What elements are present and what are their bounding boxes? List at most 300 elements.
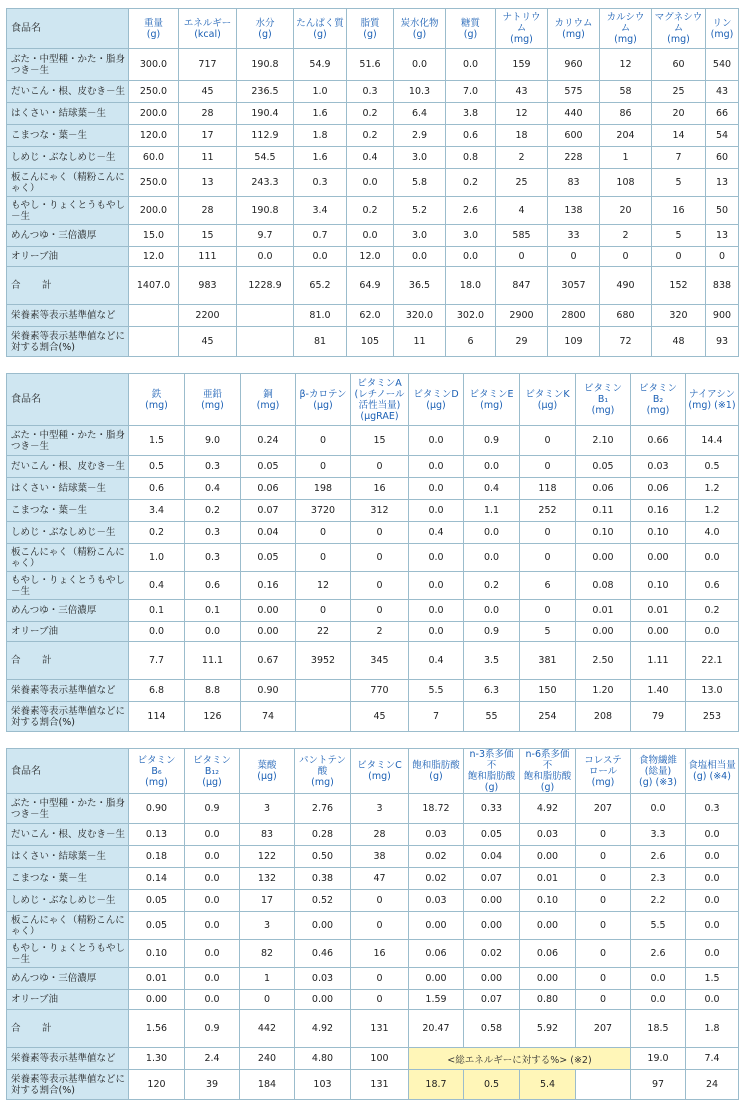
value-cell: 0.00 — [631, 622, 686, 642]
value-cell: 0.0 — [686, 868, 739, 890]
value-cell: 0.3 — [185, 544, 241, 572]
value-cell: 58 — [600, 81, 652, 103]
food-name-cell: 栄養素等表示基準値などに対する割合(%) — [7, 702, 129, 732]
column-header: リン (mg) — [706, 9, 739, 49]
value-cell: 0.05 — [464, 824, 520, 846]
value-cell: 0.00 — [520, 846, 576, 868]
value-cell: 0.0 — [185, 868, 240, 890]
value-cell: 208 — [576, 702, 631, 732]
value-cell: 20.47 — [409, 1010, 464, 1048]
value-cell: 0.8 — [446, 147, 496, 169]
value-cell: 0.0 — [409, 544, 464, 572]
value-cell: 0.0 — [464, 456, 520, 478]
value-cell: 0.6 — [686, 572, 739, 600]
value-cell: 847 — [496, 267, 548, 305]
table-row — [7, 794, 739, 824]
food-name-cell: 栄養素等表示基準値などに対する割合(%) — [7, 327, 129, 357]
value-cell: 93 — [706, 327, 739, 357]
value-cell: 0.4 — [185, 478, 241, 500]
food-name-cell: ぶた・中型種・かた・脂身つき－生 — [7, 49, 129, 81]
ratio-row — [7, 702, 739, 732]
value-cell: 6.4 — [394, 103, 446, 125]
value-cell: 0.05 — [129, 890, 185, 912]
value-cell: 320 — [652, 305, 706, 327]
value-cell: 0.03 — [409, 890, 464, 912]
value-cell: 4.80 — [295, 1048, 351, 1070]
value-cell: 38 — [351, 846, 409, 868]
food-name-cell: 栄養素等表示基準値などに対する割合(%) — [7, 1070, 129, 1100]
food-name-cell: オリーブ油 — [7, 622, 129, 642]
value-cell: 0.9 — [464, 426, 520, 456]
standard-row — [7, 680, 739, 702]
value-cell: 2.76 — [295, 794, 351, 824]
value-cell: 0.33 — [464, 794, 520, 824]
value-cell: 3720 — [296, 500, 351, 522]
value-cell: 302.0 — [446, 305, 496, 327]
value-cell: 0 — [576, 890, 631, 912]
value-cell: 0.0 — [686, 544, 739, 572]
value-cell: 0.3 — [686, 794, 739, 824]
value-cell: 25 — [652, 81, 706, 103]
table-row — [7, 622, 739, 642]
value-cell: 9.0 — [185, 426, 241, 456]
value-cell: 45 — [351, 702, 409, 732]
value-cell: 0.0 — [464, 600, 520, 622]
value-cell: 4.92 — [295, 1010, 351, 1048]
value-cell: 0.02 — [409, 846, 464, 868]
value-cell: 0.13 — [129, 824, 185, 846]
value-cell: 0.6 — [185, 572, 241, 600]
food-name-cell: 合 計 — [7, 1010, 129, 1048]
value-cell: 0.5 — [686, 456, 739, 478]
value-cell: 11.1 — [185, 642, 241, 680]
value-cell: 0.2 — [464, 572, 520, 600]
food-name-cell: だいこん・根、皮むき－生 — [7, 824, 129, 846]
value-cell: 2900 — [496, 305, 548, 327]
value-cell: 2.2 — [631, 890, 686, 912]
value-cell: 5.4 — [520, 1070, 576, 1100]
value-cell: 122 — [240, 846, 295, 868]
column-header: カリウム (mg) — [548, 9, 600, 49]
value-cell: 3.4 — [129, 500, 185, 522]
value-cell: 1.0 — [129, 544, 185, 572]
value-cell: 6.3 — [464, 680, 520, 702]
value-cell: 60 — [706, 147, 739, 169]
nutrition-table-1 — [6, 8, 739, 357]
value-cell: 0.03 — [520, 824, 576, 846]
value-cell: 0.18 — [129, 846, 185, 868]
value-cell: 20 — [600, 197, 652, 225]
value-cell: 0 — [296, 522, 351, 544]
value-cell: 0.0 — [185, 940, 240, 968]
value-cell: 16 — [652, 197, 706, 225]
value-cell: 7.4 — [686, 1048, 739, 1070]
value-cell: 64.9 — [347, 267, 394, 305]
value-cell: 184 — [240, 1070, 295, 1100]
value-cell: 3.8 — [446, 103, 496, 125]
value-cell: 0.9 — [185, 1010, 240, 1048]
value-cell: 0 — [296, 456, 351, 478]
value-cell: 0.08 — [576, 572, 631, 600]
value-cell: 7 — [652, 147, 706, 169]
table-row — [7, 81, 739, 103]
value-cell: 254 — [520, 702, 576, 732]
value-cell: 3.0 — [446, 225, 496, 247]
table-row — [7, 456, 739, 478]
column-header: ビタミン B₁₂ (μg) — [185, 749, 240, 794]
value-cell: 0.02 — [464, 940, 520, 968]
value-cell: 24 — [686, 1070, 739, 1100]
value-cell: 0.0 — [237, 247, 294, 267]
value-cell: 0.04 — [464, 846, 520, 868]
value-cell: 50 — [706, 197, 739, 225]
table-row — [7, 522, 739, 544]
value-cell: 345 — [351, 642, 409, 680]
value-cell: 0.28 — [295, 824, 351, 846]
value-cell: 0 — [496, 247, 548, 267]
value-cell: 0.80 — [520, 990, 576, 1010]
food-name-cell: 合 計 — [7, 642, 129, 680]
value-cell: 204 — [600, 125, 652, 147]
value-cell: 0.14 — [129, 868, 185, 890]
value-cell: 39 — [185, 1070, 240, 1100]
value-cell: 0.0 — [185, 824, 240, 846]
value-cell: 0 — [296, 600, 351, 622]
value-cell: 3.4 — [294, 197, 347, 225]
value-cell: 0.6 — [446, 125, 496, 147]
value-cell: 1407.0 — [129, 267, 179, 305]
value-cell: 120.0 — [129, 125, 179, 147]
value-cell: 83 — [240, 824, 295, 846]
value-cell: 600 — [548, 125, 600, 147]
value-cell: 2.9 — [394, 125, 446, 147]
value-cell: 0.0 — [409, 456, 464, 478]
value-cell: 0.0 — [347, 169, 394, 197]
value-cell: 0.0 — [686, 622, 739, 642]
value-cell: 442 — [240, 1010, 295, 1048]
table-row — [7, 103, 739, 125]
table-row — [7, 247, 739, 267]
value-cell: 5 — [520, 622, 576, 642]
food-name-cell: こまつな・葉－生 — [7, 500, 129, 522]
value-cell: 0.0 — [446, 247, 496, 267]
value-cell: 228 — [548, 147, 600, 169]
value-cell: 0.03 — [631, 456, 686, 478]
table-row — [7, 572, 739, 600]
value-cell: 118 — [520, 478, 576, 500]
value-cell: 0.10 — [631, 522, 686, 544]
value-cell: 4 — [496, 197, 548, 225]
value-cell: 575 — [548, 81, 600, 103]
value-cell: 1.20 — [576, 680, 631, 702]
value-cell: 0 — [296, 426, 351, 456]
value-cell: 0 — [240, 990, 295, 1010]
table-row — [7, 49, 739, 81]
value-cell: 131 — [351, 1070, 409, 1100]
value-cell: 0.2 — [347, 197, 394, 225]
column-header: パントテン 酸 (mg) — [295, 749, 351, 794]
value-cell: 0 — [652, 247, 706, 267]
value-cell: 83 — [548, 169, 600, 197]
value-cell: 2.6 — [446, 197, 496, 225]
value-cell: 11 — [179, 147, 237, 169]
value-cell: 2.3 — [631, 868, 686, 890]
value-cell: 0.07 — [464, 990, 520, 1010]
value-cell: 0.00 — [295, 912, 351, 940]
column-header: ビタミンE (mg) — [464, 374, 520, 426]
food-name-cell: めんつゆ・三倍濃厚 — [7, 600, 129, 622]
value-cell: 585 — [496, 225, 548, 247]
value-cell: 2.10 — [576, 426, 631, 456]
value-cell: 540 — [706, 49, 739, 81]
table-row — [7, 846, 739, 868]
value-cell: 0.38 — [295, 868, 351, 890]
value-cell: 0.2 — [347, 103, 394, 125]
value-cell: 0 — [351, 572, 409, 600]
value-cell: 198 — [296, 478, 351, 500]
value-cell: 190.8 — [237, 49, 294, 81]
value-cell: 54.9 — [294, 49, 347, 81]
value-cell: 79 — [631, 702, 686, 732]
column-header: 葉酸 (μg) — [240, 749, 295, 794]
value-cell: 0.24 — [241, 426, 296, 456]
value-cell: 0.00 — [409, 968, 464, 990]
food-name-cell: 板こんにゃく（精粉こんにゃく） — [7, 169, 129, 197]
value-cell: 17 — [179, 125, 237, 147]
value-cell: 28 — [179, 103, 237, 125]
value-cell: 66 — [706, 103, 739, 125]
value-cell: 0.06 — [520, 940, 576, 968]
value-cell: 0.4 — [409, 642, 464, 680]
value-cell: 0 — [351, 544, 409, 572]
value-cell: 0.3 — [185, 456, 241, 478]
value-cell: 0 — [520, 456, 576, 478]
value-cell: 60 — [652, 49, 706, 81]
value-cell: 0 — [706, 247, 739, 267]
value-cell: 1.8 — [294, 125, 347, 147]
value-cell: 6 — [446, 327, 496, 357]
value-cell: 0.0 — [409, 572, 464, 600]
value-cell: 13 — [179, 169, 237, 197]
value-cell: 0.10 — [129, 940, 185, 968]
value-cell: 1.40 — [631, 680, 686, 702]
value-cell: 0.0 — [686, 824, 739, 846]
value-cell: 0.0 — [464, 522, 520, 544]
table-row — [7, 868, 739, 890]
value-cell: 12.0 — [129, 247, 179, 267]
value-cell: 103 — [295, 1070, 351, 1100]
value-cell: 0.0 — [631, 990, 686, 1010]
value-cell: 108 — [600, 169, 652, 197]
value-cell: 253 — [686, 702, 739, 732]
value-cell: 43 — [706, 81, 739, 103]
value-cell: 20 — [652, 103, 706, 125]
value-cell: 207 — [576, 794, 631, 824]
column-header: 糖質 (g) — [446, 9, 496, 49]
value-cell: 120 — [129, 1070, 185, 1100]
food-name-cell: めんつゆ・三倍濃厚 — [7, 968, 129, 990]
value-cell: 0.0 — [185, 968, 240, 990]
value-cell: 1.59 — [409, 990, 464, 1010]
column-header: 飽和脂肪酸 (g) — [409, 749, 464, 794]
value-cell: 983 — [179, 267, 237, 305]
value-cell: 0.10 — [631, 572, 686, 600]
value-cell: 0.0 — [185, 846, 240, 868]
food-name-cell: しめじ・ぶなしめじ－生 — [7, 890, 129, 912]
food-name-cell: 板こんにゃく（精粉こんにゃく） — [7, 544, 129, 572]
value-cell: 1.2 — [686, 478, 739, 500]
standard-row — [7, 305, 739, 327]
value-cell: 2 — [600, 225, 652, 247]
value-cell: 18.0 — [446, 267, 496, 305]
value-cell: 1.6 — [294, 103, 347, 125]
value-cell: 0.46 — [295, 940, 351, 968]
value-cell: 5 — [652, 169, 706, 197]
value-cell: 0.00 — [576, 544, 631, 572]
food-name-cell: だいこん・根、皮むき－生 — [7, 456, 129, 478]
value-cell: 152 — [652, 267, 706, 305]
value-cell: 0.0 — [409, 600, 464, 622]
value-cell — [296, 702, 351, 732]
value-cell: 3 — [351, 794, 409, 824]
value-cell: 0.1 — [129, 600, 185, 622]
food-name-cell: こまつな・葉－生 — [7, 868, 129, 890]
value-cell: 243.3 — [237, 169, 294, 197]
value-cell: 3 — [240, 794, 295, 824]
value-cell: 490 — [600, 267, 652, 305]
value-cell: 2 — [496, 147, 548, 169]
value-cell: 717 — [179, 49, 237, 81]
value-cell: 81 — [294, 327, 347, 357]
value-cell: 0.9 — [185, 794, 240, 824]
column-header: 銅 (mg) — [241, 374, 296, 426]
value-cell: 1 — [240, 968, 295, 990]
food-name-cell: しめじ・ぶなしめじ－生 — [7, 147, 129, 169]
value-cell: 2 — [351, 622, 409, 642]
value-cell: 0 — [576, 846, 631, 868]
table-row — [7, 912, 739, 940]
column-header: ビタミン B₆ (mg) — [129, 749, 185, 794]
value-cell: 0.4 — [129, 572, 185, 600]
value-cell: 0.05 — [129, 912, 185, 940]
value-cell: 0 — [351, 968, 409, 990]
table-row — [7, 824, 739, 846]
value-cell: 28 — [351, 824, 409, 846]
value-cell: 200.0 — [129, 197, 179, 225]
value-cell: 0.4 — [464, 478, 520, 500]
value-cell: 54.5 — [237, 147, 294, 169]
value-cell: 0.67 — [241, 642, 296, 680]
value-cell: 82 — [240, 940, 295, 968]
value-cell: 1.8 — [686, 1010, 739, 1048]
value-cell: 0.1 — [185, 600, 241, 622]
value-cell: 0.0 — [185, 990, 240, 1010]
value-cell: 12 — [496, 103, 548, 125]
value-cell: 0 — [576, 940, 631, 968]
value-cell: 9.7 — [237, 225, 294, 247]
value-cell — [296, 680, 351, 702]
table-row — [7, 940, 739, 968]
value-cell: 0.10 — [520, 890, 576, 912]
value-cell: 0.03 — [295, 968, 351, 990]
value-cell: 100 — [351, 1048, 409, 1070]
value-cell: 0.2 — [347, 125, 394, 147]
value-cell: 190.8 — [237, 197, 294, 225]
value-cell: 10.3 — [394, 81, 446, 103]
food-name-cell: はくさい・結球葉－生 — [7, 103, 129, 125]
value-cell: 0.00 — [129, 990, 185, 1010]
value-cell: 300.0 — [129, 49, 179, 81]
value-cell: 0.0 — [409, 426, 464, 456]
table-row — [7, 125, 739, 147]
value-cell: 105 — [347, 327, 394, 357]
food-name-cell: はくさい・結球葉－生 — [7, 478, 129, 500]
table-row — [7, 169, 739, 197]
value-cell: 0.03 — [409, 824, 464, 846]
value-cell — [129, 327, 179, 357]
standard-row — [7, 1048, 739, 1070]
value-cell: 250.0 — [129, 169, 179, 197]
value-cell: 3.0 — [394, 147, 446, 169]
column-header: ビタミンK (μg) — [520, 374, 576, 426]
value-cell: 16 — [351, 478, 409, 500]
table-row — [7, 890, 739, 912]
total-row — [7, 642, 739, 680]
value-cell: 51.6 — [347, 49, 394, 81]
value-cell: 74 — [241, 702, 296, 732]
food-name-cell: ぶた・中型種・かた・脂身つき－生 — [7, 426, 129, 456]
nutrition-table-3 — [6, 748, 739, 1100]
value-cell: 0.00 — [464, 968, 520, 990]
value-cell: 0 — [576, 968, 631, 990]
header-row — [7, 9, 739, 49]
value-cell: 680 — [600, 305, 652, 327]
value-cell: 0.06 — [631, 478, 686, 500]
value-cell: 900 — [706, 305, 739, 327]
value-cell: 0.0 — [409, 478, 464, 500]
value-cell: 252 — [520, 500, 576, 522]
value-cell: 0 — [296, 544, 351, 572]
value-cell: 22.1 — [686, 642, 739, 680]
value-cell: 138 — [548, 197, 600, 225]
value-cell: 126 — [185, 702, 241, 732]
value-cell: 0.3 — [294, 169, 347, 197]
value-cell: 1.56 — [129, 1010, 185, 1048]
value-cell: 5.5 — [409, 680, 464, 702]
value-cell: 0 — [520, 600, 576, 622]
value-cell: 2.4 — [185, 1048, 240, 1070]
food-name-cell: だいこん・根、皮むき－生 — [7, 81, 129, 103]
food-name-cell: もやし・りょくとうもやし－生 — [7, 940, 129, 968]
value-cell: 0.5 — [464, 1070, 520, 1100]
value-cell: 1.11 — [631, 642, 686, 680]
value-cell: 18.5 — [631, 1010, 686, 1048]
value-cell: 5.5 — [631, 912, 686, 940]
value-cell: 0.05 — [241, 544, 296, 572]
value-cell: 0.05 — [241, 456, 296, 478]
column-header: マグネシウ ム (mg) — [652, 9, 706, 49]
value-cell: 0.01 — [520, 868, 576, 890]
food-name-header: 食品名 — [7, 9, 129, 49]
value-cell: 0.52 — [295, 890, 351, 912]
value-cell: 0.6 — [129, 478, 185, 500]
value-cell: 36.5 — [394, 267, 446, 305]
value-cell: 0.2 — [446, 169, 496, 197]
value-cell: 0 — [576, 990, 631, 1010]
value-cell: 28 — [179, 197, 237, 225]
column-header: ビタミン B₂ (mg) — [631, 374, 686, 426]
header-row — [7, 374, 739, 426]
